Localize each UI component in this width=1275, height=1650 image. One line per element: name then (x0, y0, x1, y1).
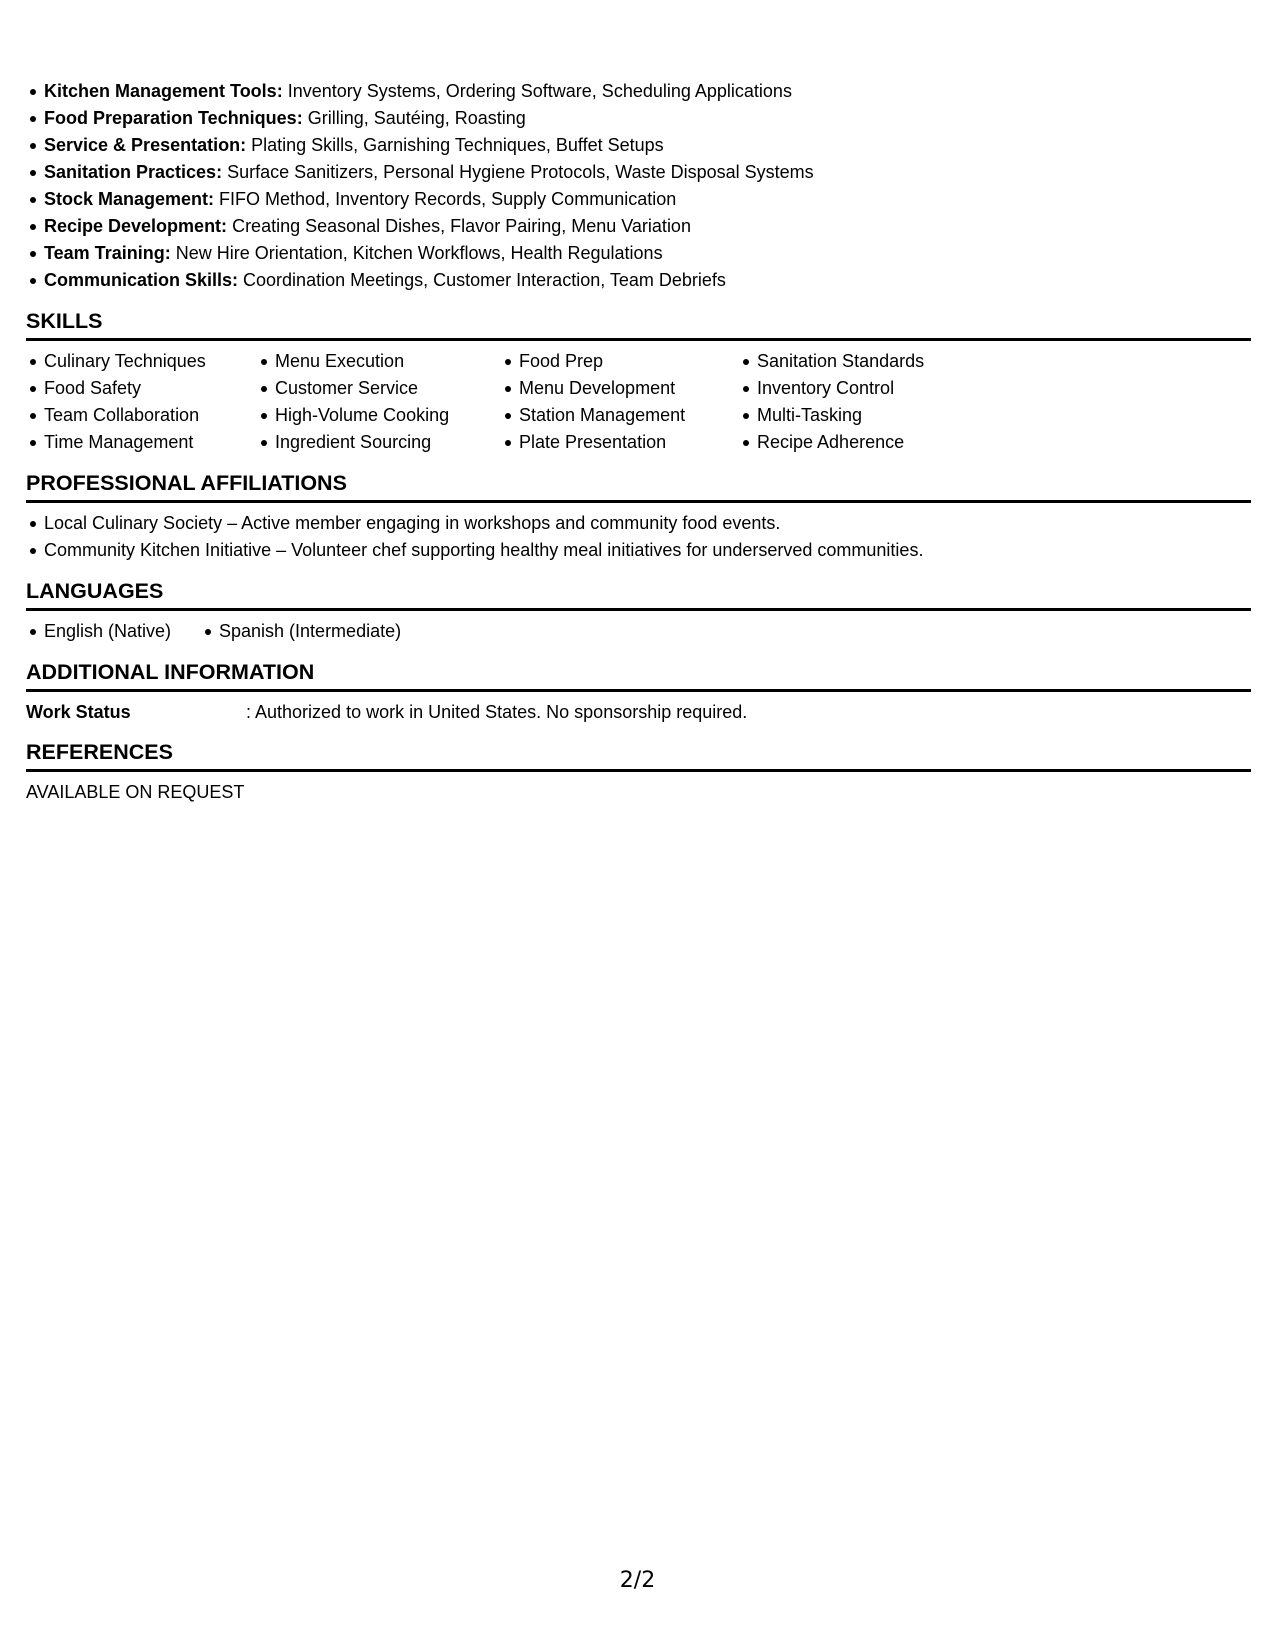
languages-heading: LANGUAGES (26, 578, 1251, 611)
skill-item: Menu Development (519, 375, 739, 402)
list-item (44, 105, 1251, 132)
languages-list (26, 618, 1251, 645)
expertise-list (26, 78, 1251, 294)
skills-column (501, 348, 739, 456)
references-heading: REFERENCES (26, 739, 1251, 772)
expertise-text: Plating Skills, Garnishing Techniques, Buffet Setups (246, 135, 664, 155)
skill-item: Inventory Control (757, 375, 1017, 402)
expertise-text: Coordination Meetings, Customer Interaction, Team Debriefs (238, 270, 726, 290)
list-item (44, 78, 1251, 105)
list-item (44, 213, 1251, 240)
skill-item: Station Management (519, 402, 739, 429)
skills-heading: SKILLS (26, 308, 1251, 341)
skill-item: Food Prep (519, 348, 739, 375)
skill-item: Ingredient Sourcing (275, 429, 501, 456)
skill-item: High-Volume Cooking (275, 402, 501, 429)
list-item: Community Kitchen Initiative – Volunteer chef supporting healthy meal initiatives for underserved communities. (44, 537, 1251, 564)
work-status-row (26, 699, 1251, 725)
expertise-label: Kitchen Management Tools: (44, 81, 283, 101)
expertise-text: Grilling, Sautéing, Roasting (302, 108, 526, 128)
work-status-label: Work Status (26, 702, 131, 722)
list-item (44, 240, 1251, 267)
expertise-label: Communication Skills: (44, 270, 239, 290)
skill-item: Customer Service (275, 375, 501, 402)
references-text: AVAILABLE ON REQUEST (26, 782, 245, 802)
affiliations-list (26, 510, 1251, 564)
skills-grid (26, 348, 1251, 456)
expertise-text: FIFO Method, Inventory Records, Supply Communication (214, 189, 677, 209)
skill-item: Culinary Techniques (44, 348, 257, 375)
expertise-text: Surface Sanitizers, Personal Hygiene Protocols, Waste Disposal Systems (222, 162, 814, 182)
list-item (44, 159, 1251, 186)
skills-column (26, 348, 257, 456)
skills-column (257, 348, 501, 456)
expertise-label: Food Preparation Techniques: (44, 108, 303, 128)
list-item: Local Culinary Society – Active member engaging in workshops and community food events. (44, 510, 1251, 537)
affiliations-heading: PROFESSIONAL AFFILIATIONS (26, 470, 1251, 503)
expertise-label: Sanitation Practices: (44, 162, 223, 182)
list-item (44, 186, 1251, 213)
expertise-label: Service & Presentation: (44, 135, 247, 155)
language-item: English (Native) (44, 618, 219, 645)
skill-item: Menu Execution (275, 348, 501, 375)
list-item (44, 267, 1251, 294)
skill-item: Sanitation Standards (757, 348, 1017, 375)
skill-item: Multi-Tasking (757, 402, 1017, 429)
skill-item: Recipe Adherence (757, 429, 1017, 456)
expertise-label: Team Training: (44, 243, 171, 263)
additional-info-heading: ADDITIONAL INFORMATION (26, 659, 1251, 692)
skill-item: Team Collaboration (44, 402, 257, 429)
work-status-value: : Authorized to work in United States. No sponsorship required. (246, 702, 748, 722)
language-item: Spanish (Intermediate) (219, 618, 401, 645)
expertise-text: Inventory Systems, Ordering Software, Scheduling Applications (282, 81, 792, 101)
expertise-text: New Hire Orientation, Kitchen Workflows, Health Regulations (170, 243, 663, 263)
page-number: 2/2 (619, 1568, 656, 1593)
list-item (44, 132, 1251, 159)
skill-item: Time Management (44, 429, 257, 456)
expertise-text: Creating Seasonal Dishes, Flavor Pairing, Menu Variation (227, 216, 691, 236)
skill-item: Food Safety (44, 375, 257, 402)
resume-page-2 (26, 78, 1251, 805)
expertise-label: Recipe Development: (44, 216, 228, 236)
expertise-label: Stock Management: (44, 189, 215, 209)
skills-column (739, 348, 1017, 456)
skill-item: Plate Presentation (519, 429, 739, 456)
